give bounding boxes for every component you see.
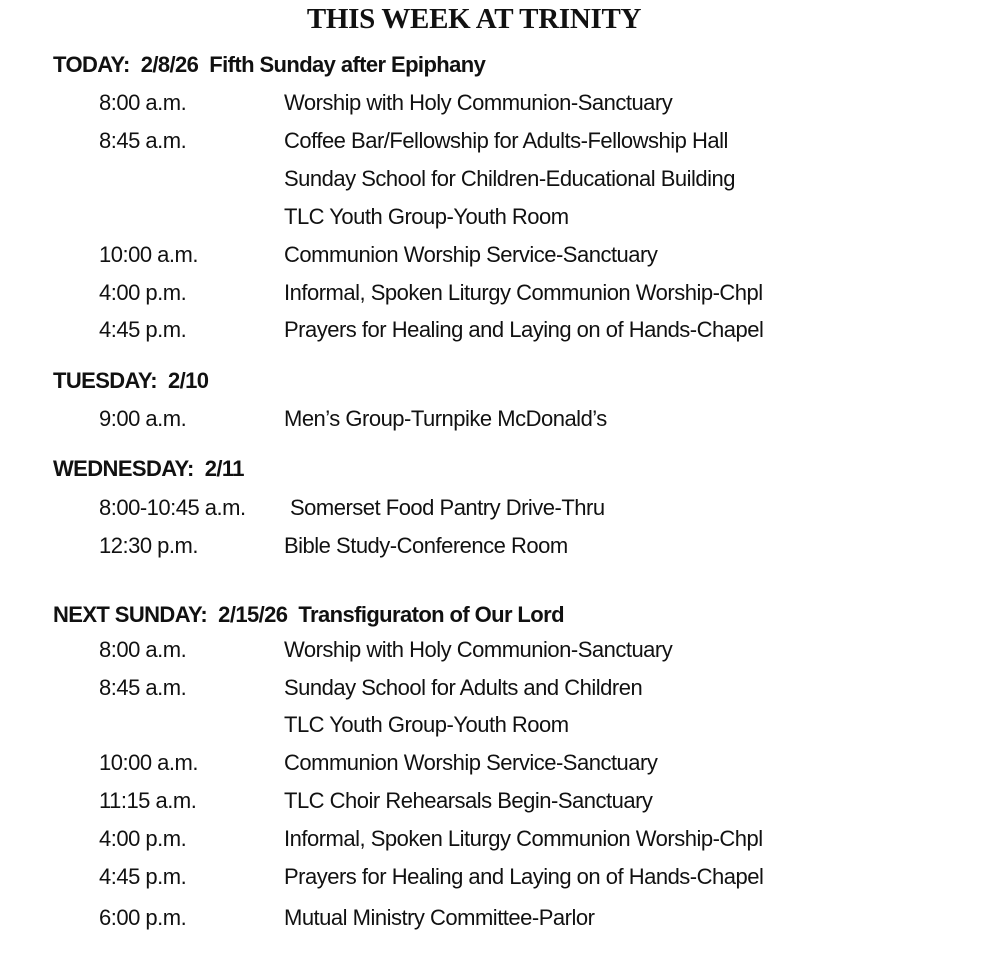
event-time: 9:00 a.m. <box>99 406 187 431</box>
event-description: TLC Choir Rehearsals Begin-Sanctuary <box>284 788 653 813</box>
event-description: Sunday School for Adults and Children <box>284 675 643 700</box>
event-description: Somerset Food Pantry Drive-Thru <box>290 495 605 520</box>
event-description: Bible Study-Conference Room <box>284 533 568 558</box>
event-time: 11:15 a.m. <box>99 788 197 813</box>
event-description: Coffee Bar/Fellowship for Adults-Fellowship Hall <box>284 128 728 153</box>
event-description: Worship with Holy Communion-Sanctuary <box>284 90 673 115</box>
section-heading-next-sunday: NEXT SUNDAY: 2/15/26 Transfiguraton of Our Lord <box>53 602 564 627</box>
schedule-row <box>0 90 988 120</box>
event-description: Mutual Ministry Committee-Parlor <box>284 905 595 930</box>
schedule-row <box>0 204 988 234</box>
event-time: 4:00 p.m. <box>99 826 187 851</box>
schedule-row <box>0 864 988 894</box>
event-description: Worship with Holy Communion-Sanctuary <box>284 637 673 662</box>
event-time: 4:00 p.m. <box>99 280 187 305</box>
event-time: 8:00 a.m. <box>99 90 187 115</box>
event-time: 8:45 a.m. <box>99 128 187 153</box>
event-description: TLC Youth Group-Youth Room <box>284 204 569 229</box>
schedule-row <box>0 750 988 780</box>
schedule-row <box>0 788 988 818</box>
event-description: Prayers for Healing and Laying on of Hands-Chapel <box>284 317 764 342</box>
schedule-row <box>0 905 988 935</box>
event-description: Prayers for Healing and Laying on of Hands-Chapel <box>284 864 764 889</box>
schedule-row <box>0 533 988 563</box>
event-time: 10:00 a.m. <box>99 750 198 775</box>
schedule-row <box>0 637 988 667</box>
schedule-row <box>0 406 988 436</box>
event-description: Men’s Group-Turnpike McDonald’s <box>284 406 607 431</box>
schedule-row <box>0 242 988 272</box>
event-time: 4:45 p.m. <box>99 317 187 342</box>
schedule-row <box>0 166 988 196</box>
event-description: TLC Youth Group-Youth Room <box>284 712 569 737</box>
schedule-row <box>0 826 988 856</box>
event-time: 6:00 p.m. <box>99 905 187 930</box>
schedule-row <box>0 675 988 705</box>
event-time: 10:00 a.m. <box>99 242 198 267</box>
schedule-row <box>0 280 988 310</box>
event-description: Informal, Spoken Liturgy Communion Worship-Chpl <box>284 280 763 305</box>
section-heading-wednesday: WEDNESDAY: 2/11 <box>53 456 244 481</box>
event-time: 4:45 p.m. <box>99 864 187 889</box>
section-heading-tuesday: TUESDAY: 2/10 <box>53 368 209 393</box>
event-description: Sunday School for Children-Educational Building <box>284 166 736 191</box>
event-time: 8:45 a.m. <box>99 675 187 700</box>
schedule-row <box>0 317 988 347</box>
schedule-row <box>0 128 988 158</box>
event-time: 8:00 a.m. <box>99 637 187 662</box>
event-description: Informal, Spoken Liturgy Communion Worship-Chpl <box>284 826 763 851</box>
event-time: 8:00-10:45 a.m. <box>99 495 246 520</box>
event-description: Communion Worship Service-Sanctuary <box>284 242 658 267</box>
event-description: Communion Worship Service-Sanctuary <box>284 750 658 775</box>
schedule-row <box>0 495 988 525</box>
section-heading-today: TODAY: 2/8/26 Fifth Sunday after Epiphany <box>53 52 486 77</box>
page-title: THIS WEEK AT TRINITY <box>306 3 642 35</box>
schedule-row <box>0 712 988 742</box>
event-time: 12:30 p.m. <box>99 533 198 558</box>
